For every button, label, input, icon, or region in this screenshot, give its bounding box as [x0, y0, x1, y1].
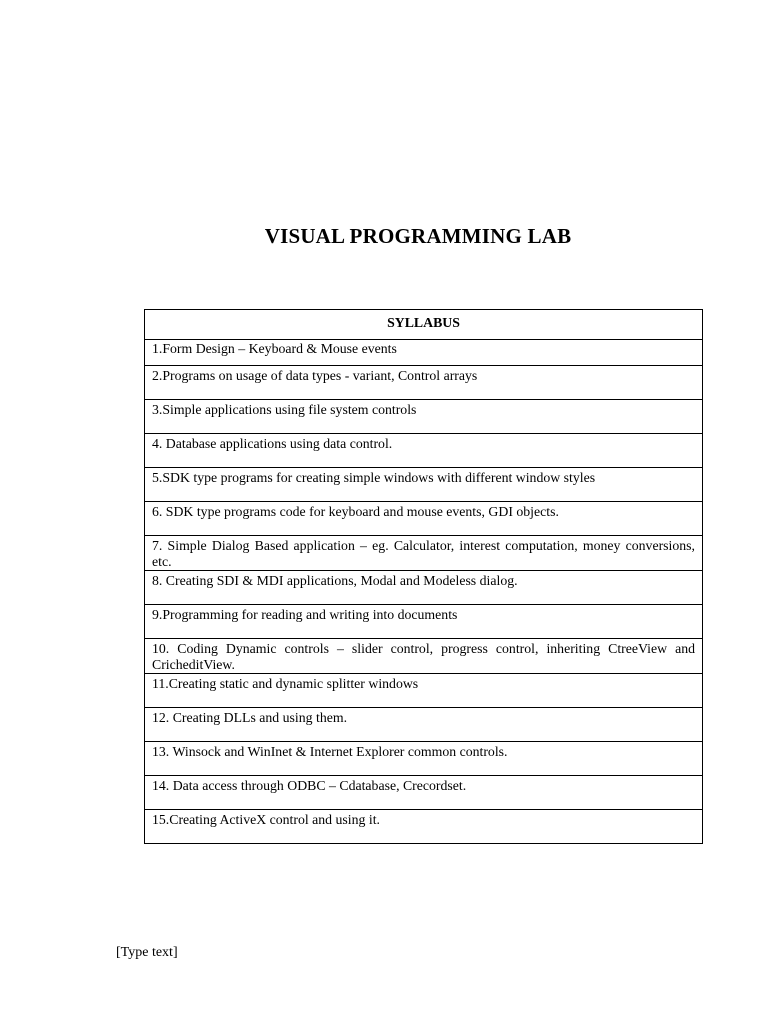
table-header-row — [145, 310, 703, 340]
table-row — [145, 605, 703, 639]
table-row — [145, 536, 703, 571]
syllabus-item: 5.SDK type programs for creating simple windows with different window styles — [145, 468, 703, 502]
syllabus-item: 4. Database applications using data control. — [145, 434, 703, 468]
table-row — [145, 400, 703, 434]
syllabus-table — [144, 309, 703, 844]
table-row — [145, 571, 703, 605]
table-row — [145, 434, 703, 468]
syllabus-item: 3.Simple applications using file system controls — [145, 400, 703, 434]
table-row — [145, 674, 703, 708]
syllabus-item: 7. Simple Dialog Based application – eg. Calculator, interest computation, money conversions, etc. — [145, 536, 703, 571]
table-row — [145, 776, 703, 810]
syllabus-header: SYLLABUS — [145, 310, 703, 340]
syllabus-item: 2.Programs on usage of data types - variant, Control arrays — [145, 366, 703, 400]
syllabus-item: 10. Coding Dynamic controls – slider control, progress control, inheriting CtreeView and CricheditView. — [145, 639, 703, 674]
syllabus-item: 14. Data access through ODBC – Cdatabase, Crecordset. — [145, 776, 703, 810]
syllabus-item: 8. Creating SDI & MDI applications, Modal and Modeless dialog. — [145, 571, 703, 605]
syllabus-item: 11.Creating static and dynamic splitter windows — [145, 674, 703, 708]
syllabus-item: 12. Creating DLLs and using them. — [145, 708, 703, 742]
table-row — [145, 468, 703, 502]
table-row — [145, 366, 703, 400]
syllabus-item: 13. Winsock and WinInet & Internet Explorer common controls. — [145, 742, 703, 776]
table-row — [145, 639, 703, 674]
table-row — [145, 502, 703, 536]
syllabus-item: 1.Form Design – Keyboard & Mouse events — [145, 340, 703, 366]
table-row — [145, 742, 703, 776]
syllabus-item: 9.Programming for reading and writing into documents — [145, 605, 703, 639]
footer-placeholder-text[interactable]: [Type text] — [116, 945, 178, 960]
table-row — [145, 810, 703, 844]
page-title: VISUAL PROGRAMMING LAB — [264, 224, 572, 248]
table-row — [145, 708, 703, 742]
syllabus-item: 6. SDK type programs code for keyboard and mouse events, GDI objects. — [145, 502, 703, 536]
syllabus-item: 15.Creating ActiveX control and using it. — [145, 810, 703, 844]
table-row — [145, 340, 703, 366]
